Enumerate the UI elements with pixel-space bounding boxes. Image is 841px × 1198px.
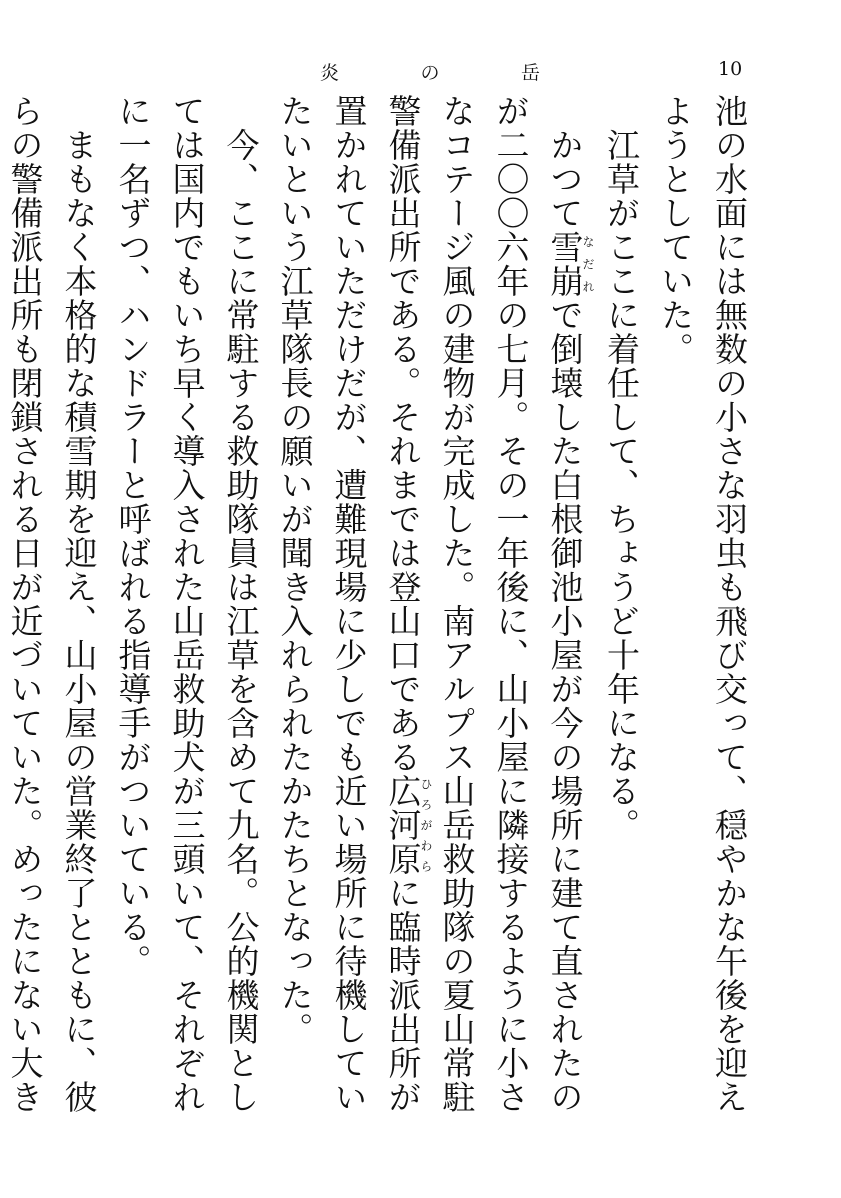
running-title-char-2: の [420, 62, 440, 84]
ruby-hirogawara-reading: ひろがわら [419, 774, 433, 876]
vertical-body-text [5, 94, 756, 1124]
ruby-nadare [545, 230, 595, 298]
paragraph-3 [268, 94, 595, 1124]
paragraph-5 [0, 94, 106, 1124]
paragraph-5-text-a: まもなく本格的な積雪期を迎え、山小屋の営業終了とともに、彼らの警備派出所も閉鎖される日が近づいていた。めったにない大き [5, 94, 99, 1114]
paragraph-4 [106, 94, 268, 1124]
running-title-char-1: 炎 [320, 62, 340, 84]
ruby-hirogawara [383, 774, 433, 876]
ruby-nadare-base: 雪崩 [545, 230, 585, 298]
page-number: 10 [718, 58, 743, 80]
ruby-kae-reading [0, 1046, 1, 1080]
ruby-nadare-reading: なだれ [581, 230, 595, 298]
paragraph-3-text-a: かつて [545, 94, 585, 230]
paragraph-3-text-c: に臨時派出所が置かれていただけだが、遭難現場に少しでも近い場所に待機していたいという江草隊長の願いが聞き入れられたかたちとなった。 [275, 94, 423, 1114]
running-title-char-3: 岳 [520, 62, 540, 84]
ruby-hirogawara-base: 広河原 [383, 774, 423, 876]
paragraph-1-text: 池の水面には無数の小さな羽虫も飛び交って、穏やかな午後を迎えようとしていた。 [656, 94, 749, 1114]
running-title [320, 58, 540, 85]
paragraph-3-text-b: で倒壊した白根御池小屋が今の場所に建て直されたのが二〇〇六年の七月。その一年後に、山小屋に隣接するように小さなコテージ風の建物が完成した。南アルプス山岳救助隊の夏山常駐警備派出所である。それまでは登山口である [383, 94, 585, 1114]
paragraph-1 [648, 94, 756, 1124]
paragraph-2 [594, 94, 648, 1124]
paragraph-4-text: 今、ここに常駐する救助隊員は江草を含めて九名。公的機関としては国内でもいち早く導入された山岳救助犬が三頭いて、それぞれに一名ずつ、ハンドラーと呼ばれる指導手がついている。 [113, 94, 261, 1114]
paragraph-2-text: 江草がここに着任して、ちょうど十年になる。 [602, 94, 641, 842]
